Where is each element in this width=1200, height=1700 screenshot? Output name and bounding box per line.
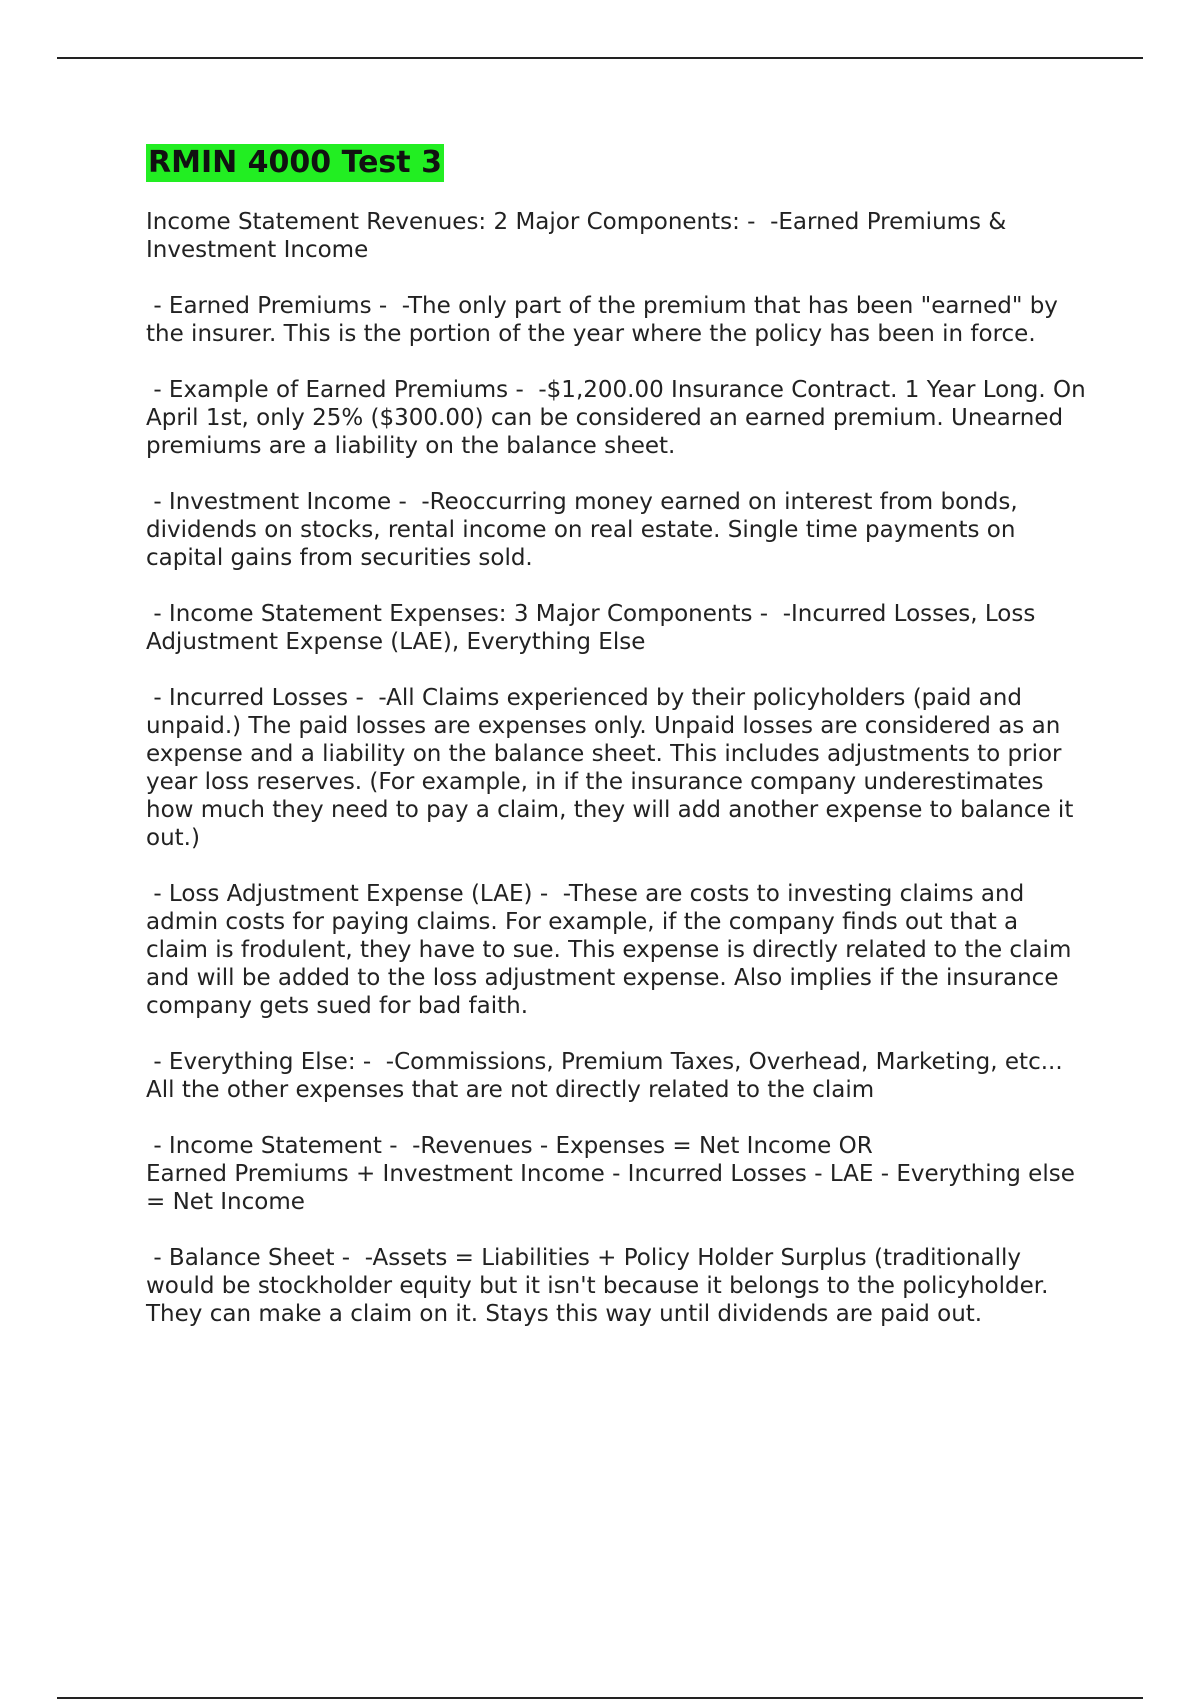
document-title: RMIN 4000 Test 3 [148, 145, 442, 180]
entry-investment-income: - Investment Income - -Reoccurring money earned on interest from bonds, dividends on stocks, rental income on real estate. Single time payments on capital gains from securities sold. [146, 489, 1025, 571]
header-rule [57, 57, 1143, 59]
entry-everything-else: - Everything Else: - -Commissions, Premium Taxes, Overhead, Marketing, etc... All the other expenses that are not directly related to the claim [146, 1049, 1070, 1103]
entry-revenues: Income Statement Revenues: 2 Major Components: - -Earned Premiums & Investment Income [146, 209, 1014, 263]
entry-expenses: - Income Statement Expenses: 3 Major Components - -Incurred Losses, Loss Adjustment Expense (LAE), Everything Else [146, 601, 1043, 655]
footer-rule [57, 1697, 1143, 1699]
entry-balance-sheet: - Balance Sheet - -Assets = Liabilities + Policy Holder Surplus (traditionally would be stockholder equity but it isn't because it belongs to the policyholder. They can make a claim on it. Stays this way until dividends are paid out. [146, 1245, 1056, 1327]
document-body [146, 144, 1093, 1356]
entry-income-statement: - Income Statement - -Revenues - Expenses = Net Income OR Earned Premiums + Investment Income - Incurred Losses - LAE - Everything else = Net Income [146, 1133, 1075, 1215]
entry-lae: - Loss Adjustment Expense (LAE) - -These are costs to investing claims and admin costs for paying claims. For example, if the company finds out that a claim is frodulent, they have to sue. This expense is directly related to the claim and will be added to the loss adjustment expense. Also implies if the insurance company gets sued for bad faith. [146, 881, 1079, 1019]
entry-earned-premiums-example: - Example of Earned Premiums - -$1,200.00 Insurance Contract. 1 Year Long. On April 1st, only 25% ($300.00) can be considered an earned premium. Unearned premiums are a liability on the balance sheet. [146, 377, 1093, 459]
entry-incurred-losses: - Incurred Losses - -All Claims experienced by their policyholders (paid and unpaid.) The paid losses are expenses only. Unpaid losses are considered as an expense and a liability on the balance sheet. This includes adjustments to prior year loss reserves. (For example, in if the insurance company underestimates how much they need to pay a claim, they will add another expense to balance it out.) [146, 685, 1081, 851]
entry-earned-premiums: - Earned Premiums - -The only part of the premium that has been "earned" by the insurer. This is the portion of the year where the policy has been in force. [146, 293, 1066, 347]
